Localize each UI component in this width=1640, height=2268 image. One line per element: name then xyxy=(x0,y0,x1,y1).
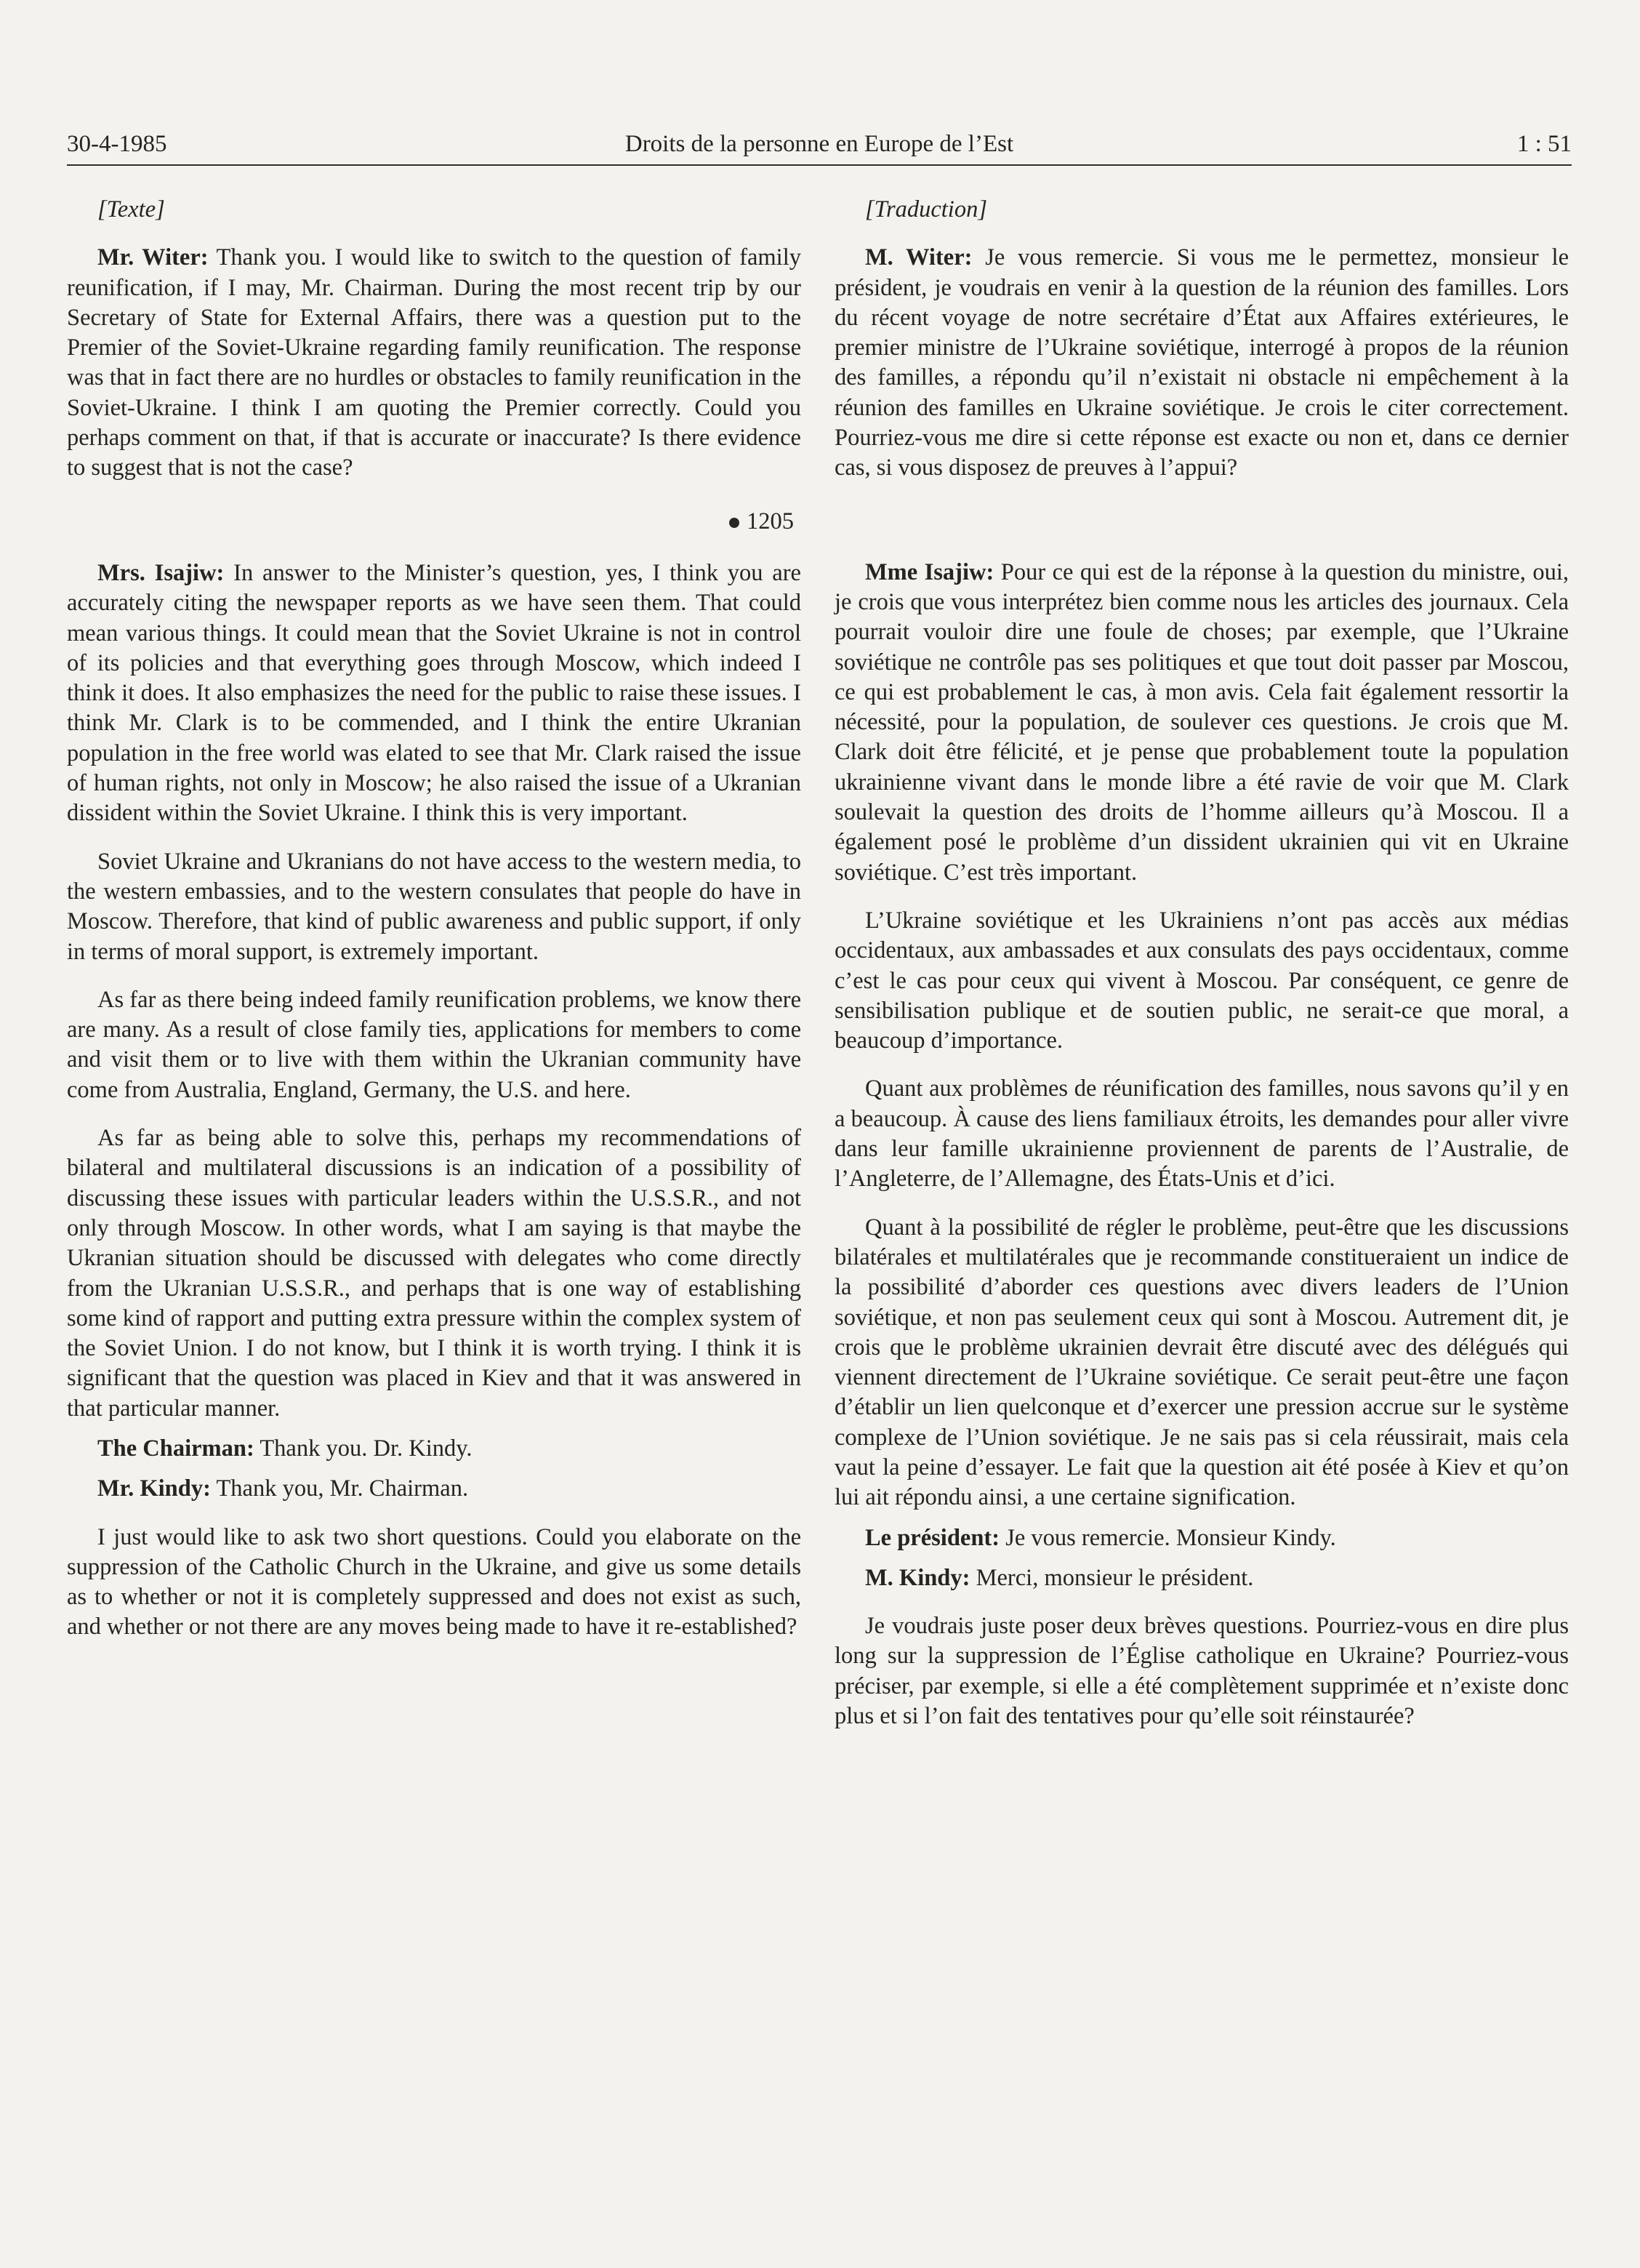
speaker-name: Mr. Kindy: xyxy=(97,1475,211,1502)
paragraph xyxy=(67,1434,801,1464)
speaker-name: M. Witer: xyxy=(865,244,973,271)
paragraph: As far as being able to solve this, perhaps my recommendations of bilateral and multilateral discussions is an indication of a possibility of discussing these issues with particular leaders within the U.S.S.R., and not only through Moscow. In other words, what I am saying is that maybe the Ukranian situation should be discussed with delegates who come directly from the Ukranian U.S.S.R., and perhaps that is one way of establishing some kind of rapport and putting extra pressure within the complex system of the Soviet Union. I do not know, but I think it is worth trying. I think it is significant that the question was placed in Kiev and that it was answered in that particular manner. xyxy=(67,1125,801,1422)
speaker-name: The Chairman: xyxy=(97,1435,254,1462)
time-marker-text: 1205 xyxy=(747,508,794,534)
paragraph xyxy=(67,558,801,829)
column-label: [Texte] xyxy=(97,196,165,223)
header-title: Droits de la personne en Europe de l’Est xyxy=(624,131,1014,157)
paragraph xyxy=(67,243,801,483)
speech-text: Thank you. I would like to switch to the question of family reunification, if I may, Mr. Chairman. During the most recent trip by our Secretary of State for External Affairs, there was a question put to the Premier of the Soviet-Ukraine regarding family reunification. The response was that in fact there are no hurdles or obstacles to family reunification in the Soviet-Ukraine. I think I am quoting the Premier correctly. Could you perhaps comment on that, if that is accurate or inaccurate? Is there evidence to suggest that is not the case? xyxy=(67,244,801,481)
speaker-name: M. Kindy: xyxy=(865,1564,970,1591)
english-column xyxy=(67,195,801,1661)
paragraph: I just would like to ask two short questions. Could you elaborate on the suppression of the Catholic Church in the Ukraine, and give us some details as to whether or not it is completely suppressed and does not exist as such, and whether or not there are any moves being made to have it re-established? xyxy=(67,1523,801,1640)
paragraph: L’Ukraine soviétique et les Ukrainiens n’ont pas accès aux médias occidentaux, aux ambassades et aux consulats des pays occidentaux, comme c’est le cas pour ceux qui vivent à Moscou. Par conséquent, ce genre de sensibilisation publique et de soutien public, ne serait-ce que moral, a beaucoup d’importance. xyxy=(835,907,1569,1054)
speech-text: Thank you, Mr. Chairman. xyxy=(216,1475,469,1502)
speech-text: Je vous remercie. Monsieur Kindy. xyxy=(1005,1524,1336,1551)
column-label-text: Traduction xyxy=(874,196,978,223)
paragraph: Quant aux problèmes de réunification des familles, nous savons qu’il y en a beaucoup. À cause des liens familiaux étroits, les demandes pour aller vivre dans leur famille ukrainienne proviennent de parents de l’Australie, de l’Angleterre, de l’Allemagne, des États-Unis et d’ici. xyxy=(835,1075,1569,1193)
page-header xyxy=(67,124,1572,166)
speaker-name: Mr. Witer: xyxy=(97,244,209,271)
speech-text: Merci, monsieur le président. xyxy=(976,1564,1254,1591)
bullet-icon xyxy=(729,518,739,528)
paragraph: Soviet Ukraine and Ukranians do not have access to the western media, to the western embassies, and to the western consulates that people do have in Moscow. Therefore, that kind of public awareness and public support, if only in terms of moral support, is extremely important. xyxy=(67,848,801,965)
speech-text: In answer to the Minister’s question, yes, I think you are accurately citing the newspaper reports as we have seen them. That could mean various things. It could mean that the Soviet Ukraine is not in control of its policies and that everything goes through Moscow, which indeed I think it does. It also emphasizes the need for the public to raise these issues. I think Mr. Clark is to be commended, and I think the entire Ukranian population in the free world was elated to see that Mr. Clark raised the issue of human rights, not only in Moscow; he also raised the issue of a Ukranian dissident within the Soviet Ukraine. I think this is very important. xyxy=(67,559,801,827)
paragraph xyxy=(835,1563,1569,1593)
speech-text: Je vous remercie. Si vous me le permettez, monsieur le président, je voudrais en venir à la question de la réunion des familles. Lors du récent voyage de notre secrétaire d’État aux Affaires extérieures, le premier ministre de l’Ukraine soviétique, interrogé à propos de la réunion des familles, a répondu qu’il n’existait ni obstacle ni empêchement à la réunion des familles en Ukraine soviétique. Je crois le citer correctement. Pourriez-vous me dire si cette réponse est exacte ou non et, dans ce dernier cas, si vous disposez de preuves à l’appui? xyxy=(835,244,1569,481)
paragraph: As far as there being indeed family reunification problems, we know there are many. As a result of close family ties, applications for members to come and visit them or to live with them within the Ukranian community have come from Australia, England, Germany, the U.S. and here. xyxy=(67,986,801,1103)
header-date: 30-4-1985 xyxy=(67,131,167,157)
paragraph xyxy=(835,243,1569,483)
speaker-name: Le président: xyxy=(865,1524,1000,1551)
french-column xyxy=(835,195,1569,1750)
speaker-name: Mrs. Isajiw: xyxy=(97,559,225,586)
paragraph xyxy=(67,1474,801,1504)
speech-text: Thank you. Dr. Kindy. xyxy=(260,1435,473,1462)
column-label-text: Texte xyxy=(106,196,156,223)
paragraph xyxy=(835,558,1569,888)
column-label: [Traduction] xyxy=(865,196,987,223)
paragraph: Je voudrais juste poser deux brèves questions. Pourriez-vous en dire plus long sur la suppression de l’Église catholique en Ukraine? Pourriez-vous préciser, par exemple, si elle a été complètement supprimée et n’existe donc plus et si l’on fait des tentatives pour qu’elle soit réinstaurée? xyxy=(835,1613,1569,1730)
time-marker xyxy=(67,507,794,537)
header-page-number: 1 : 51 xyxy=(1516,131,1572,157)
speech-text: Pour ce qui est de la réponse à la question du ministre, oui, je crois que vous interprétez bien comme nous les articles des journaux. Cela pourrait vouloir dire une foule de choses; par exemple, que l’Ukraine soviétique ne contrôle pas ses politiques et que tout doit passer par Moscou, ce qui est probablement le cas, à mon avis. Cela fait également ressortir la nécessité, pour la population, de soulever ces questions. Je crois que M. Clark doit être félicité, et je pense que probablement toute la population ukrainienne vivant dans le monde libre a été ravie de voir que M. Clark soulevait la question des droits de l’homme ailleurs qu’à Moscou. Il a également posé le problème d’un dissident ukrainien qui vit en Ukraine soviétique. C’est très important. xyxy=(835,558,1569,886)
paragraph xyxy=(835,1523,1569,1553)
speaker-name: Mme Isajiw: xyxy=(865,558,994,585)
paragraph: Quant à la possibilité de régler le problème, peut-être que les discussions bilatérales et multilatérales que je recommande constitueraient un indice de la possibilité d’aborder ces questions avec divers leaders de l’Union soviétique, et non pas seulement ceux qui sont à Moscou. Autrement dit, je crois que le problème ukrainien devrait être discuté avec des délégués qui viennent directement de l’Ukraine soviétique. Ce serait peut-être une façon d’établir un lien quelconque et d’exercer une pression accrue sur le système complexe de l’Union soviétique. Je ne sais pas si cela réussirait, mais cela vaut la peine d’essayer. Le fait que la question ait été posée à Kiev et qu’on lui ait répondu ainsi, a une certaine signification. xyxy=(835,1214,1569,1511)
